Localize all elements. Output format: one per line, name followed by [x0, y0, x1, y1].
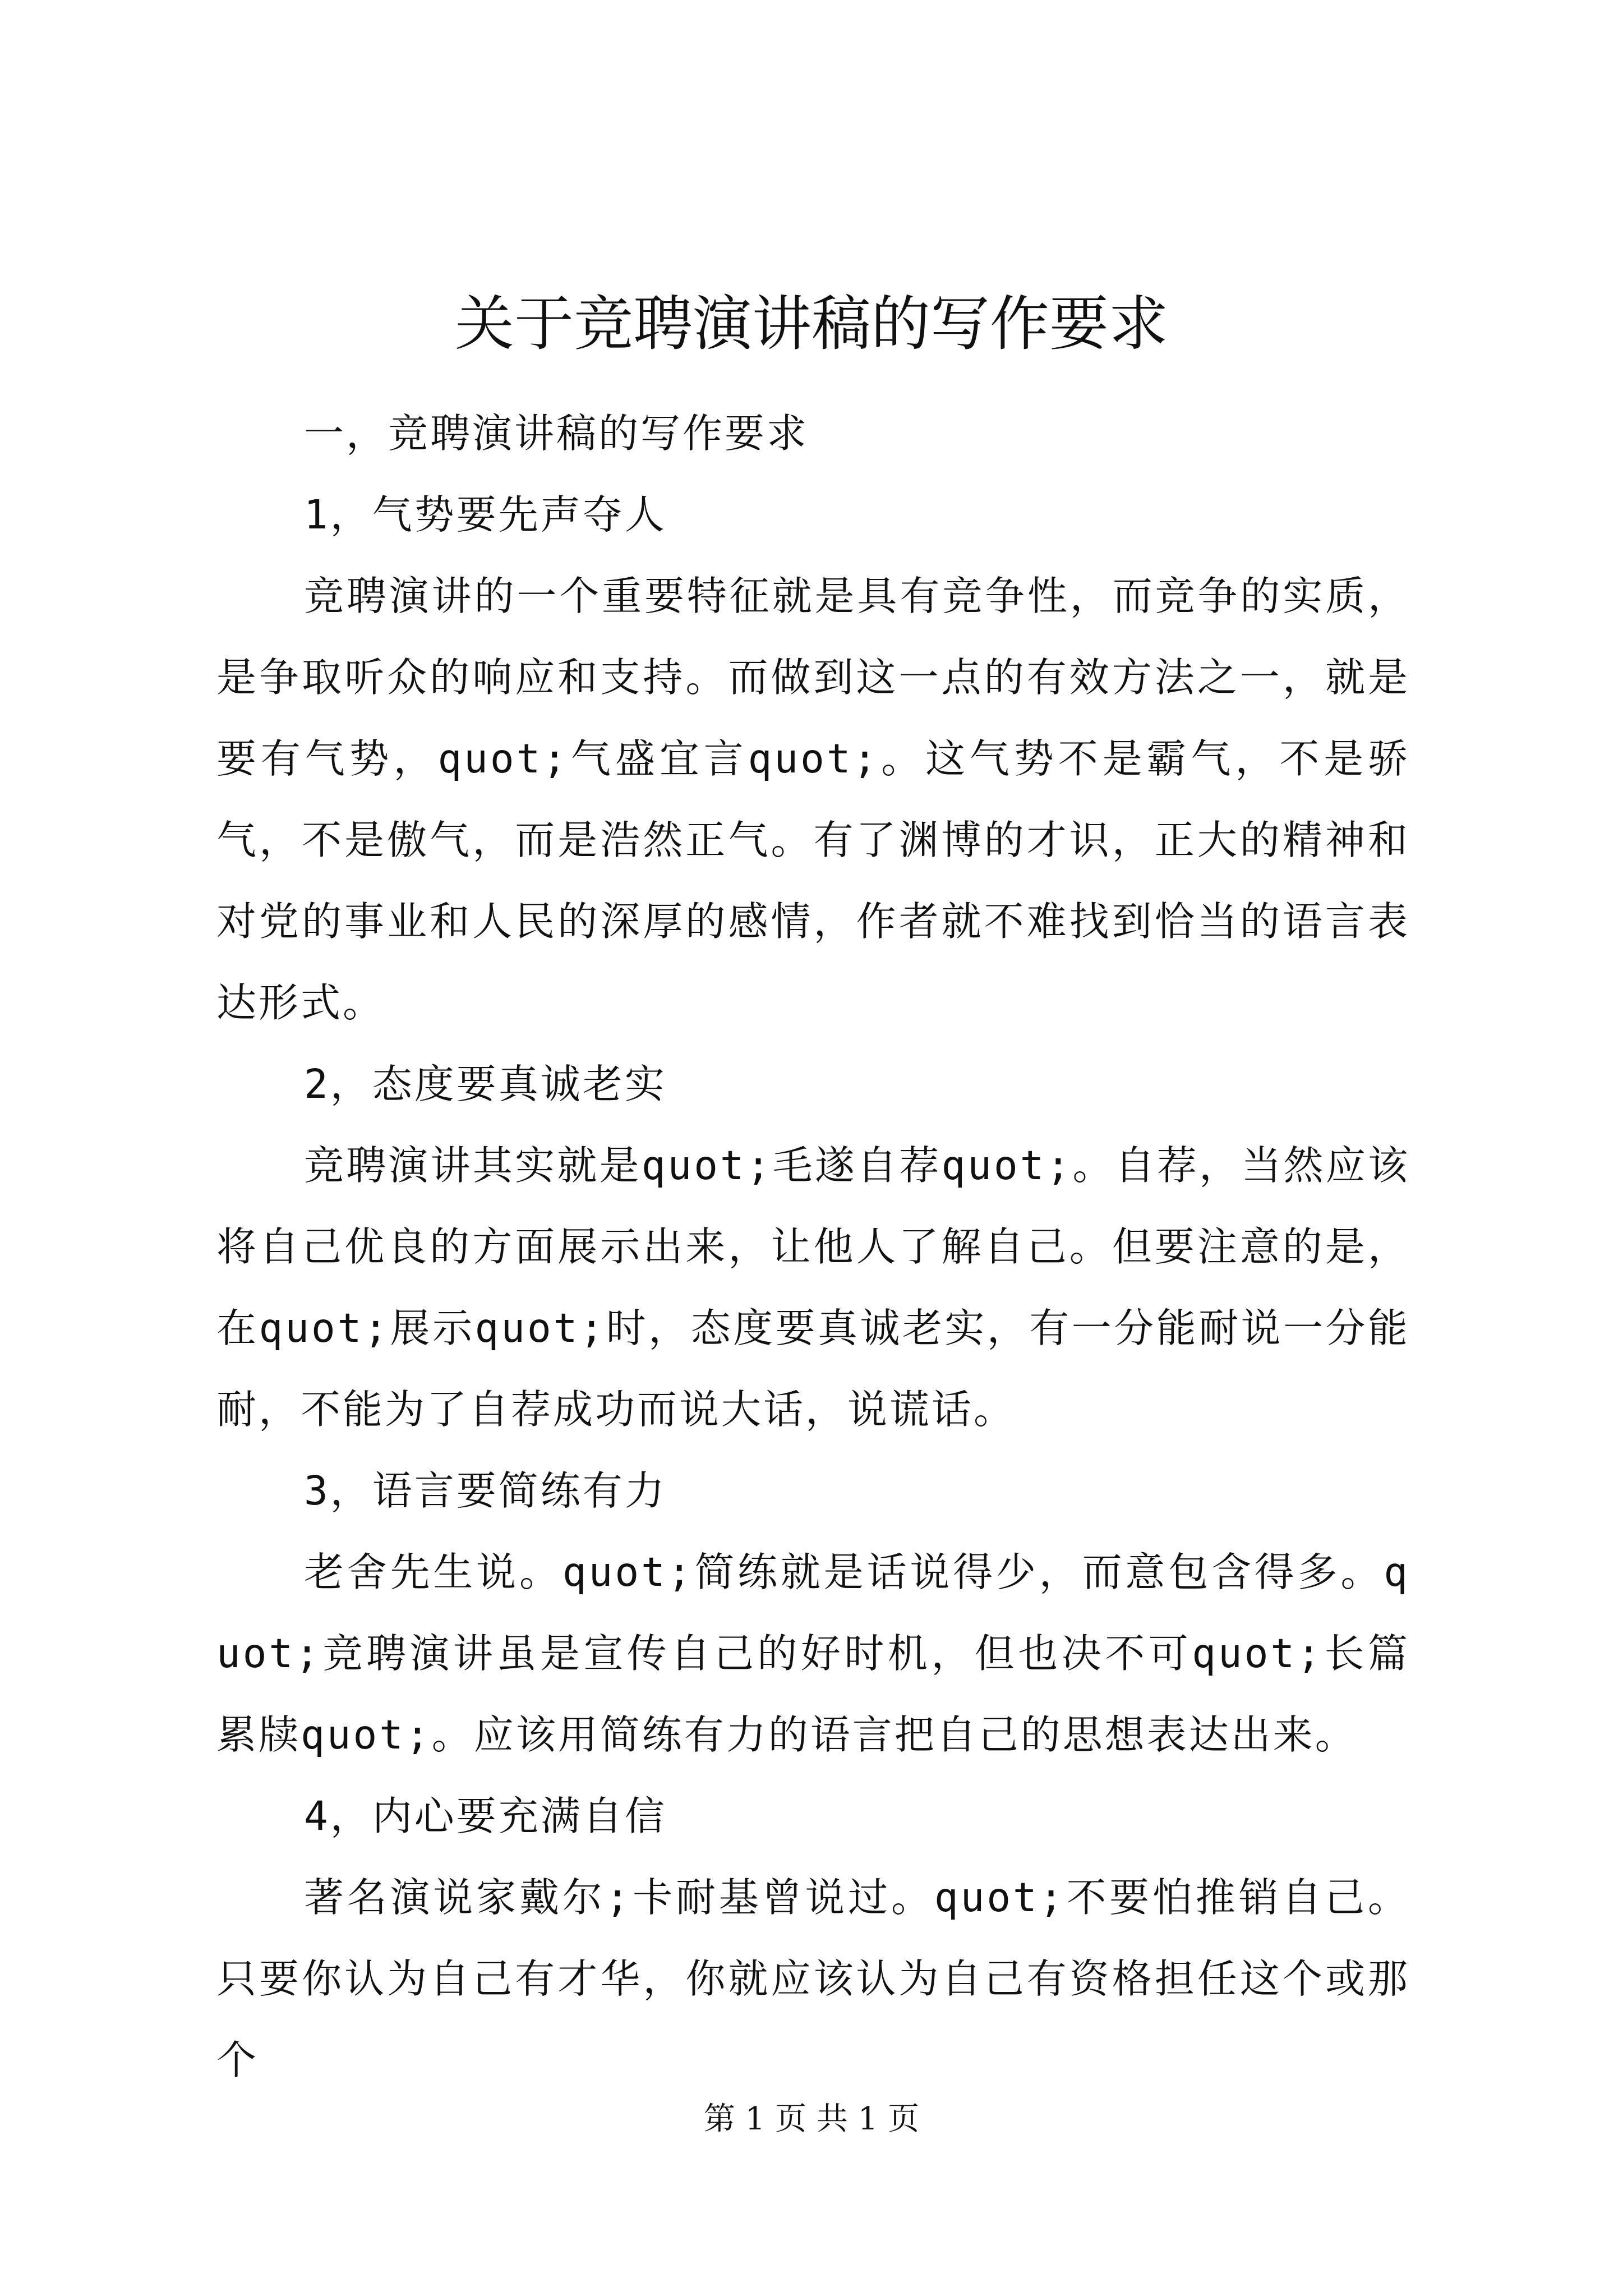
paragraph: 竞聘演讲其实就是quot;毛遂自荐quot;。自荐，当然应该将自己优良的方面展示出来，让他人了解自己。但要注意的是，在quot;展示quot;时，态度要真诚老实，有一分能耐说一分能耐，不能为了自荐成功而说大话，说谎话。	[216, 1142, 1410, 1433]
paragraph: 竞聘演讲的一个重要特征就是具有竞争性，而竞争的实质，是争取听众的响应和支持。而做到这一点的有效方法之一，就是要有气势，quot;气盛宜言quot;。这气势不是霸气，不是骄气，不是傲气，而是浩然正气。有了渊博的才识，正大的精神和对党的事业和人民的深厚的感情，作者就不难找到恰当的语言表达形式。	[216, 573, 1410, 1026]
document-title: 关于竞聘演讲稿的写作要求	[455, 289, 1168, 358]
page-number: 第 1 页 共 1 页	[703, 2101, 920, 2137]
paragraph: 老舍先生说。quot;简练就是话说得少，而意包含得多。quot;竞聘演讲虽是宣传自己的好时机，但也决不可quot;长篇累牍quot;。应该用简练有力的语言把自己的思想表达出来。	[216, 1549, 1410, 1758]
page-footer	[0, 2097, 1623, 2142]
paragraph: 著名演说家戴尔;卡耐基曾说过。quot;不要怕推销自己。只要你认为自己有才华，你就应该认为自己有资格担任这个或那个	[216, 1874, 1410, 2083]
section-heading: 一，竞聘演讲稿的写作要求	[304, 410, 809, 457]
subheading: 1，气势要先声夺人	[304, 491, 667, 538]
subheading: 2，态度要真诚老实	[304, 1061, 667, 1107]
subheading: 4，内心要充满自信	[304, 1793, 667, 1839]
subheading: 3，语言要简练有力	[304, 1467, 667, 1514]
